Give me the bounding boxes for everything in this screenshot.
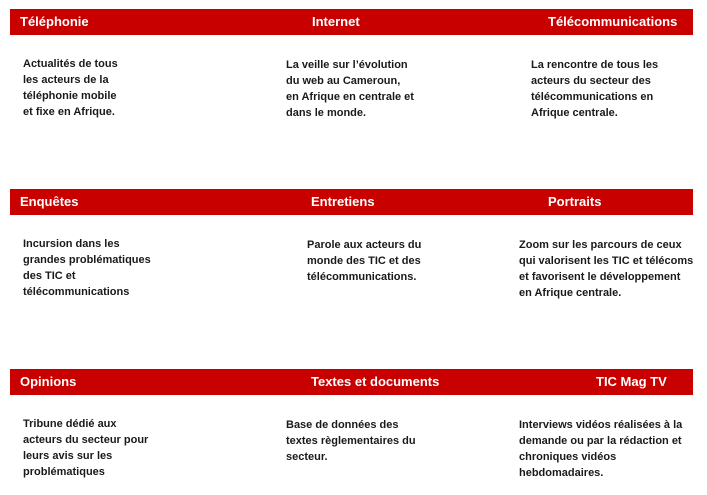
description-line: Interviews vidéos réalisées à la [519,419,683,431]
description-line: télécommunications [23,286,130,298]
section-description-portraits [519,237,693,301]
description-line: leurs avis sur les [23,450,113,462]
section-title-tic-mag-tv[interactable]: TIC Mag TV [596,374,667,389]
section-description-telecommunications [531,57,658,121]
section-title-textes-et-documents[interactable]: Textes et documents [311,374,440,389]
section-description-internet [286,57,414,121]
description-line: Incursion dans les [23,238,120,250]
description-line: les acteurs de la [23,74,109,86]
section-title-telephonie[interactable]: Téléphonie [20,14,89,29]
section-title-internet[interactable]: Internet [312,14,360,29]
section-title-telecommunications[interactable]: Télécommunications [548,14,678,29]
description-line: Parole aux acteurs du [307,239,422,251]
description-line: qui valorisent les TIC et télécoms [519,255,694,267]
description-line: téléphonie mobile [23,90,117,102]
description-line: Actualités de tous [23,58,118,70]
description-line: Zoom sur les parcours de ceux [519,239,682,251]
description-line: textes règlementaires du [286,435,416,447]
description-line: en Afrique en centrale et [286,91,414,103]
description-line: monde des TIC et des [307,255,421,267]
description-line: télécommunications en [531,91,654,103]
section-description-opinions [23,416,148,480]
section-header-bar [10,189,693,215]
section-description-enquetes [23,236,151,300]
description-line: et favorisent le développement [519,271,681,283]
description-line: hebdomadaires. [519,467,604,479]
description-line: Base de données des [286,419,399,431]
description-line: des TIC et [23,270,76,282]
description-line: acteurs du secteur des [531,75,651,87]
section-description-entretiens [307,237,421,285]
description-line: problématiques [23,466,105,478]
section-title-portraits[interactable]: Portraits [548,194,602,209]
description-line: dans le monde. [286,107,367,119]
description-line: Afrique centrale. [531,107,618,119]
section-description-tic-mag-tv [519,417,682,481]
description-line: Tribune dédié aux [23,418,117,430]
section-header-bar [10,9,693,35]
description-line: La rencontre de tous les [531,59,659,71]
description-line: La veille sur l’évolution [286,59,408,71]
description-line: acteurs du secteur pour [23,434,149,446]
description-line: chroniques vidéos [519,451,617,463]
description-line: et fixe en Afrique. [23,106,115,118]
description-line: grandes problématiques [23,254,151,266]
description-line: du web au Cameroun, [286,75,401,87]
section-title-entretiens[interactable]: Entretiens [311,194,375,209]
description-line: en Afrique centrale. [519,287,622,299]
section-title-enquetes[interactable]: Enquêtes [20,194,79,209]
description-line: télécommunications. [307,271,417,283]
description-line: demande ou par la rédaction et [519,435,682,447]
description-line: secteur. [286,451,328,463]
section-description-telephonie [23,56,118,120]
section-header-bar [10,369,693,395]
section-description-textes-et-documents [286,417,416,465]
section-title-opinions[interactable]: Opinions [20,374,77,389]
